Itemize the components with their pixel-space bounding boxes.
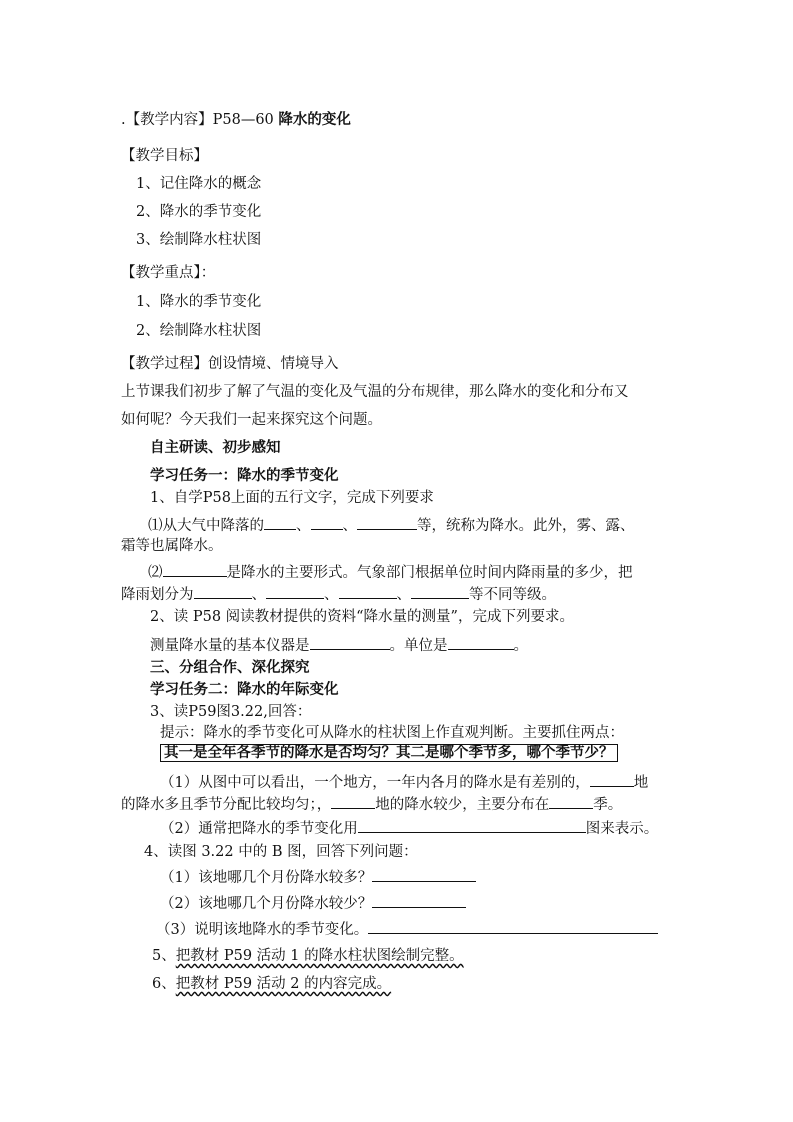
fill-blank[interactable] (310, 634, 390, 650)
q1a-text-end: 等，统称为降水。此外，雾、露、 (417, 518, 635, 534)
q6-number: 6、 (152, 976, 176, 992)
q2a-text-mid: 。单位是 (389, 638, 448, 654)
fill-blank[interactable] (448, 634, 514, 650)
separator: 、 (324, 587, 339, 603)
task2-question-5 (152, 946, 464, 966)
process-subtitle: 创设情境、情境导入 (208, 356, 339, 372)
fill-blank[interactable] (549, 793, 593, 809)
separator: 、 (296, 518, 311, 534)
task2-q4c (156, 918, 658, 940)
fill-blank[interactable] (357, 514, 417, 530)
keypoints-heading: 【教学重点】： (121, 265, 216, 281)
q3a-line2-text: 的降水多且季节分配比较均匀；， (121, 797, 332, 813)
boxed-question: 其一是全年各季节的降水是否均匀？其二是哪个季节多，哪个季节少？ (160, 744, 618, 762)
goal-item: 1、记住降水的概念 (136, 176, 262, 192)
intro-paragraph-line: 如何呢？今天我们一起来探究这个问题。 (121, 412, 382, 428)
q6-text: 把教材 P59 活动 2 的内容完成。 (175, 976, 392, 992)
section-group: 三、分组合作、深化探究 (150, 660, 310, 676)
task2-question-6 (152, 974, 391, 994)
keypoint-item: 2、绘制降水柱状图 (136, 323, 262, 339)
lesson-title-topic: 降水的变化 (278, 112, 351, 128)
process-heading (121, 354, 339, 374)
goal-item: 3、绘制降水柱状图 (136, 232, 262, 248)
fill-blank[interactable] (266, 583, 324, 599)
task1-q1b-line2 (121, 583, 556, 605)
q2a-text-end: 。 (513, 638, 528, 654)
goal-item: 2、降水的季节变化 (136, 204, 262, 220)
task2-q4a (160, 866, 476, 888)
task2-boxed-text (160, 743, 618, 763)
q2a-text: 测量降水量的基本仪器是 (150, 638, 310, 654)
fill-blank[interactable] (358, 817, 586, 833)
task1-question-1: 1、自学P58上面的五行文字，完成下列要求 (150, 490, 434, 506)
answer-line[interactable] (372, 866, 476, 882)
task1-q1b (148, 561, 633, 583)
separator: 、 (396, 587, 411, 603)
separator: 、 (342, 518, 357, 534)
task2-question-3: 3、读P59图3.22,回答： (150, 704, 312, 720)
q3b-text-end: 图来表示。 (585, 821, 659, 837)
task2-question-4: 4、读图 3.22 中的 B 图，回答下列问题： (144, 844, 418, 860)
section-self-study: 自主研读、初步感知 (150, 440, 281, 456)
task2-hint: 提示：降水的季节变化可从降水的柱状图上作直观判断。主要抓住两点： (160, 725, 624, 741)
process-label: 【教学过程】 (121, 356, 208, 372)
q3a-line2-end: 季。 (593, 797, 623, 813)
q1b-line2-end: 等不同等级。 (469, 587, 556, 603)
fill-blank[interactable] (194, 583, 252, 599)
task1-q1a-line2: 霜等也属降水。 (121, 538, 223, 554)
fill-blank[interactable] (163, 561, 227, 577)
fill-blank[interactable] (264, 514, 296, 530)
q3b-text: （2）通常把降水的季节变化用 (160, 821, 358, 837)
task1-question-2: 2、读 P58 阅读教材提供的资料“降水量的测量”，完成下列要求。 (150, 609, 574, 625)
keypoint-item: 1、降水的季节变化 (136, 294, 262, 310)
lesson-title-prefix: .【教学内容】P58—60 (121, 112, 279, 128)
task2-q4b (160, 892, 466, 914)
q1b-line2-text: 降雨划分为 (121, 587, 194, 603)
task1-q1a (148, 514, 635, 536)
q5-number: 5、 (152, 948, 176, 964)
separator: 、 (251, 587, 266, 603)
task2-q3a-line2 (121, 793, 622, 815)
fill-blank[interactable] (590, 771, 634, 787)
q3a-text: （1）从图中可以看出，一个地方，一年内各月的降水是有差别的， (160, 775, 590, 791)
intro-paragraph-line: 上节课我们初步了解了气温的变化及气温的分布规律，那么降水的变化和分布又 (121, 384, 629, 400)
q4c-text: （3）说明该地降水的季节变化。 (156, 922, 369, 938)
q1b-text: ⑵ (148, 565, 163, 581)
task2-q3b (160, 817, 658, 839)
task2-q3a (160, 771, 648, 793)
answer-line[interactable] (372, 892, 466, 908)
fill-blank[interactable] (339, 583, 397, 599)
goals-heading: 【教学目标】 (121, 148, 208, 164)
task2-title: 学习任务二：降水的年际变化 (150, 682, 339, 698)
q5-text: 把教材 P59 活动 1 的降水柱状图绘制完整。 (175, 948, 464, 964)
fill-blank[interactable] (411, 583, 469, 599)
fill-blank[interactable] (311, 514, 343, 530)
task1-title: 学习任务一：降水的季节变化 (150, 468, 339, 484)
fill-blank[interactable] (331, 793, 375, 809)
answer-line[interactable] (368, 918, 658, 934)
q3a-text-end: 地 (633, 775, 649, 791)
task1-q2a (150, 634, 528, 656)
q1a-text: ⑴从大气中降落的 (148, 518, 264, 534)
q4a-text: （1）该地哪几个月份降水较多？ (160, 870, 373, 886)
q1b-text-mid: 是降水的主要形式。气象部门根据单位时间内降雨量的多少，把 (226, 565, 633, 581)
lesson-title (121, 110, 351, 130)
q3a-line2-mid: 地的降水较少，主要分布在 (375, 797, 550, 813)
q4b-text: （2）该地哪几个月份降水较少？ (160, 896, 373, 912)
